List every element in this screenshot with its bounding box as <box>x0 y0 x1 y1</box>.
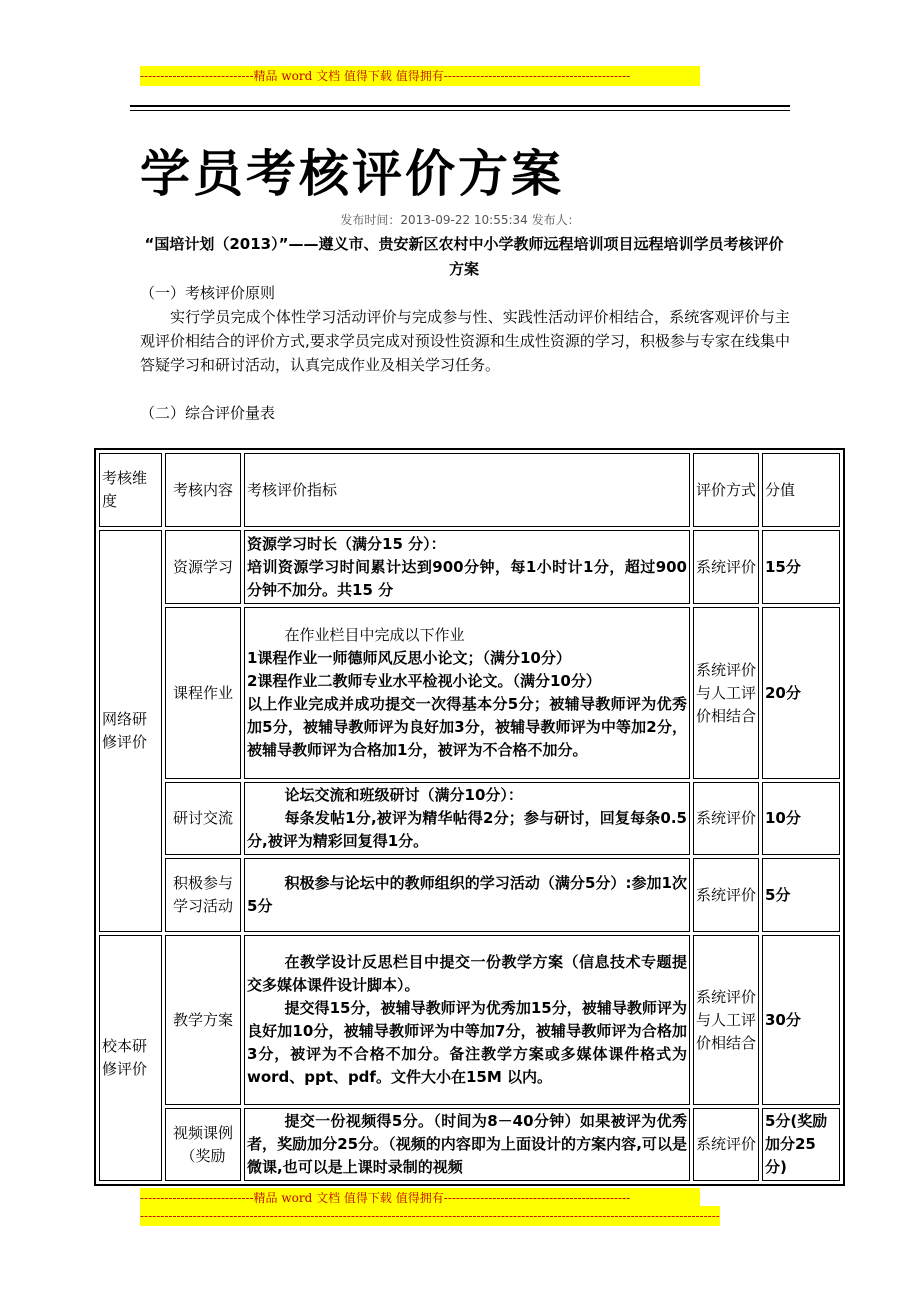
row-content: 积极参与学习活动 <box>165 858 241 932</box>
row-content: 研讨交流 <box>165 782 241 855</box>
indicator-line: 1课程作业一师德师风反思小论文；（满分10分） <box>247 649 571 667</box>
table-row <box>99 530 840 604</box>
row-score: 5分 <box>762 858 840 932</box>
indicator-line: 在作业栏目中完成以下作业 <box>284 626 465 644</box>
header-method: 评价方式 <box>693 453 759 527</box>
publish-meta: 发布时间：2013-09-22 10:55:34 发布人： <box>340 213 580 227</box>
indicator-line: 积极参与论坛中的教师组织的学习活动（满分5分）:参加1次5分 <box>247 874 687 915</box>
indicator-line: 培训资源学习时间累计达到900分钟，每1小时计1分，超过900分钟不加分。共15 分 <box>247 557 687 599</box>
evaluation-table <box>94 448 845 1186</box>
indicator-line: 资源学习时长（满分15 分）： <box>247 534 446 553</box>
row-method: 系统评价 <box>693 782 759 855</box>
section1-heading: （一）考核评价原则 <box>140 284 276 302</box>
row-indicator <box>244 782 690 855</box>
row-indicator <box>244 530 690 604</box>
group-school: 校本研修评价 <box>99 935 162 1181</box>
indicator-line: 论坛交流和班级研讨（满分10分）： <box>284 786 523 804</box>
row-method: 系统评价与人工评价相结合 <box>693 607 759 779</box>
section2-heading: （二）综合评价量表 <box>140 404 276 422</box>
table-row <box>99 1108 840 1181</box>
indicator-line: 提交一份视频得5分。（时间为8－40分钟）如果被评为优秀者，奖励加分25分。（视频的内容即为上面设计的方案内容,可以是微课,也可以是上课时录制的视频 <box>247 1111 687 1176</box>
indicator-line: 每条发帖1分,被评为精华帖得2分；参与研讨，回复每条0.5分,被评为精彩回复得1分。 <box>247 809 687 850</box>
row-method: 系统评价 <box>693 530 759 604</box>
row-indicator <box>244 607 690 779</box>
header-indicator: 考核评价指标 <box>244 453 690 527</box>
row-indicator <box>244 858 690 932</box>
indicator-line: 提交得15分，被辅导教师评为优秀加15分，被辅导教师评为良好加10分，被辅导教师评为中等加7分，被辅导教师评为合格加3分，被评为不合格不加分。备注教学方案或多媒体课件格式为word、ppt、pdf。文件大小在15M 以内。 <box>247 999 687 1086</box>
row-method: 系统评价 <box>693 858 759 932</box>
top-banner: ----------------------------精品 word 文档 值得下载 值得拥有---------------------------------------------- <box>140 66 700 86</box>
row-score: 5分(奖励加分25分) <box>762 1108 840 1181</box>
row-score: 15分 <box>762 530 840 604</box>
document-subtitle: “国培计划（2013）”——遵义市、贵安新区农村中小学教师远程培训项目远程培训学员考核评价方案 <box>144 235 784 278</box>
table-row <box>99 607 840 779</box>
bottom-banner: ----------------------------精品 word 文档 值得下载 值得拥有---------------------------------------------- <box>140 1188 700 1208</box>
document-title: 学员考核评价方案 <box>140 144 564 203</box>
table-row <box>99 858 840 932</box>
table-header-row <box>99 453 840 527</box>
header-rule-thin <box>130 110 790 111</box>
row-score: 20分 <box>762 607 840 779</box>
header-content: 考核内容 <box>165 453 241 527</box>
indicator-line: 在教学设计反思栏目中提交一份教学方案（信息技术专题提交多媒体课件设计脚本）。 <box>247 953 687 994</box>
header-dimension: 考核维度 <box>99 453 162 527</box>
row-indicator <box>244 1108 690 1181</box>
table-row <box>99 935 840 1105</box>
row-indicator <box>244 935 690 1105</box>
row-method: 系统评价与人工评价相结合 <box>693 935 759 1105</box>
section1-body: 实行学员完成个体性学习活动评价与完成参与性、实践性活动评价相结合，系统客观评价与主观评价相结合的评价方式,要求学员完成对预设性资源和生成性资源的学习，积极参与专家在线集中答疑学习和研讨活动，认真完成作业及相关学习任务。 <box>140 308 790 374</box>
group-online: 网络研修评价 <box>99 530 162 932</box>
row-content: 视频课例（奖励 <box>165 1108 241 1181</box>
table-row <box>99 782 840 855</box>
indicator-line: 以上作业完成并成功提交一次得基本分5分；被辅导教师评为优秀加5分，被辅导教师评为良好加3分，被辅导教师评为中等加2分，被辅导教师评为合格加1分，被评为不合格不加分。 <box>247 695 687 759</box>
bottom-banner-dashes: ----------------------------------------------------------------------------------------------------------------------------------------------- <box>140 1206 720 1226</box>
header-score: 分值 <box>762 453 840 527</box>
row-content: 教学方案 <box>165 935 241 1105</box>
indicator-line: 2课程作业二教师专业水平检视小论文。（满分10分） <box>247 672 601 690</box>
row-method: 系统评价 <box>693 1108 759 1181</box>
header-rule <box>130 105 790 107</box>
row-score: 10分 <box>762 782 840 855</box>
row-content: 资源学习 <box>165 530 241 604</box>
row-content: 课程作业 <box>165 607 241 779</box>
row-score: 30分 <box>762 935 840 1105</box>
